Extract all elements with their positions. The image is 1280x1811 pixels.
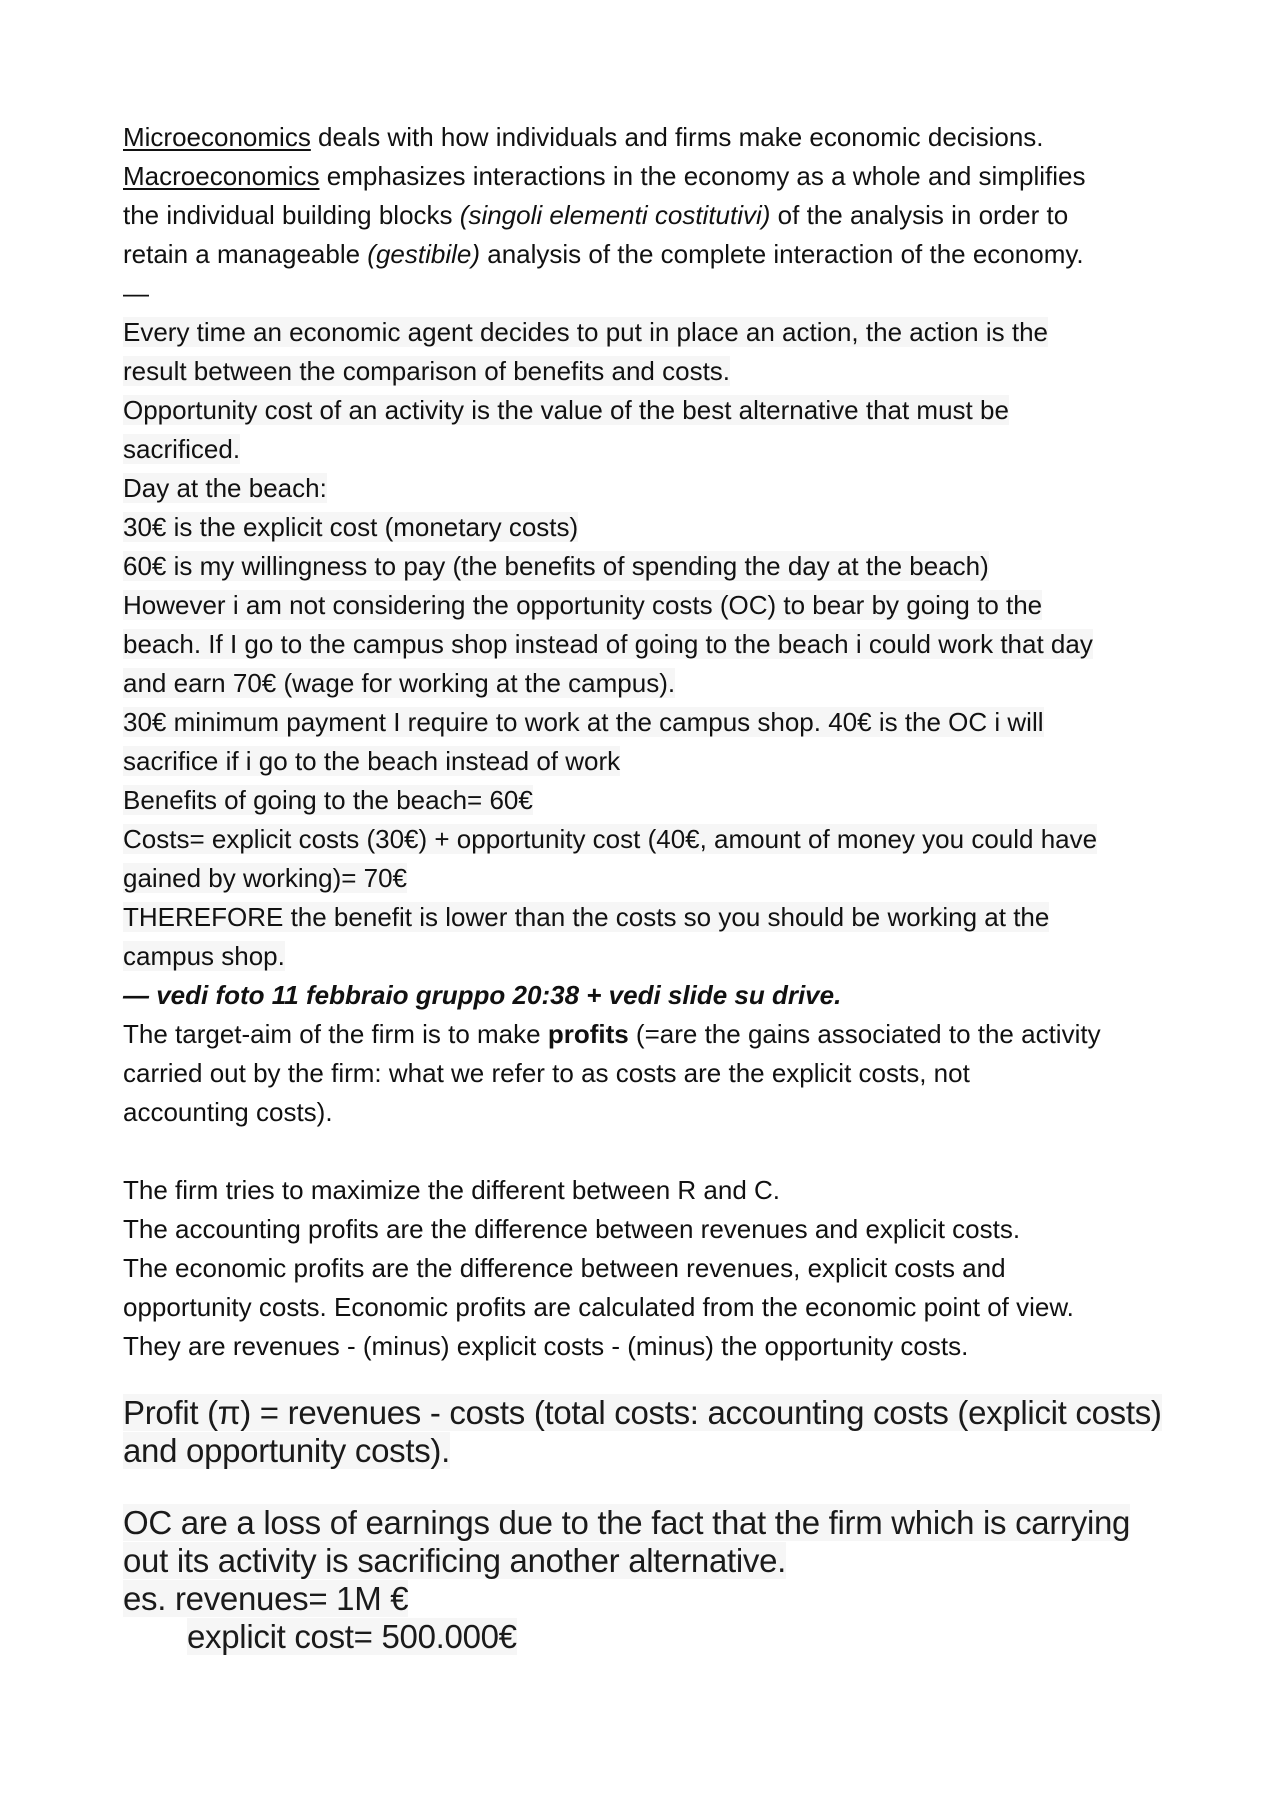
text-line: 30€ minimum payment I require to work at the campus shop. 40€ is the OC i will [123, 707, 1044, 737]
macroeconomics-term: Macroeconomics [123, 161, 320, 191]
profits-term: profits [547, 1019, 629, 1049]
profit-paragraph: The target-aim of the firm is to make profits (=are the gains associated to the activity carried out by the firm: what we refer to as costs are the explicit costs, not accounting costs). [123, 1015, 1183, 1132]
text-line: result between the comparison of benefits and costs. [123, 356, 731, 386]
text-line: sacrifice if i go to the beach instead of work [123, 746, 621, 776]
text-line: out its activity is sacrificing another alternative. [123, 1542, 787, 1579]
text-line: opportunity costs. Economic profits are calculated from the economic point of view. [123, 1292, 1074, 1322]
revenues-example: es. revenues= 1M € [123, 1580, 409, 1617]
text-line: beach. If I go to the campus shop instead of going to the beach i could work that day [123, 629, 1093, 659]
oc-paragraph [123, 1504, 1183, 1656]
intro-line-4: retain a manageable (gestibile) analysis of the complete interaction of the economy. [123, 239, 1084, 269]
text-line: sacrificed. [123, 434, 241, 464]
notes-page [123, 118, 1183, 1656]
text-line: Costs= explicit costs (30€) + opportunity cost (40€, amount of money you could have [123, 824, 1098, 854]
text-line: The economic profits are the difference between revenues, explicit costs and [123, 1253, 1006, 1283]
text-line: Day at the beach: [123, 473, 327, 503]
text-line: accounting costs). [123, 1097, 333, 1127]
text-line: campus shop. [123, 941, 285, 971]
profit-formula [123, 1394, 1183, 1470]
text-line: However i am not considering the opportunity costs (OC) to bear by going to the [123, 590, 1043, 620]
explicit-cost-example: explicit cost= 500.000€ [187, 1618, 517, 1655]
formula-line: Profit (π) = revenues - costs (total costs: accounting costs (explicit costs) [123, 1394, 1162, 1431]
beach-example [123, 313, 1183, 976]
microeconomics-term: Microeconomics [123, 122, 311, 152]
formula-line: and opportunity costs). [123, 1432, 450, 1469]
blank-line [123, 1470, 1183, 1504]
text-line: Benefits of going to the beach= 60€ [123, 785, 533, 815]
text-line: carried out by the firm: what we refer to as costs are the explicit costs, not [123, 1058, 970, 1088]
text-line: The accounting profits are the difference between revenues and explicit costs. [123, 1214, 1021, 1244]
drive-note: — vedi foto 11 febbraio gruppo 20:38 + vedi slide su drive. [123, 980, 842, 1010]
text-line: OC are a loss of earnings due to the fact that the firm which is carrying [123, 1504, 1131, 1541]
blank-line [123, 1132, 1183, 1171]
text-line: gained by working)= 70€ [123, 863, 408, 893]
text-line: and earn 70€ (wage for working at the campus). [123, 668, 676, 698]
text-line: They are revenues - (minus) explicit costs - (minus) the opportunity costs. [123, 1331, 969, 1361]
text-line: Every time an economic agent decides to put in place an action, the action is the [123, 317, 1048, 347]
text-line: The firm tries to maximize the different between R and C. [123, 1175, 781, 1205]
intro-line-1: Microeconomics deals with how individuals and firms make economic decisions. [123, 122, 1044, 152]
firm-paragraph [123, 1171, 1183, 1366]
text-line: 60€ is my willingness to pay (the benefits of spending the day at the beach) [123, 551, 989, 581]
intro-line-3: the individual building blocks (singoli elementi costitutivi) of the analysis in order to [123, 200, 1069, 230]
blank-line [123, 1366, 1183, 1394]
text-line: THEREFORE the benefit is lower than the costs so you should be working at the [123, 902, 1050, 932]
intro-line-2: Macroeconomics emphasizes interactions in the economy as a whole and simplifies [123, 161, 1086, 191]
section-dash: — [123, 278, 149, 308]
text-line: Opportunity cost of an activity is the value of the best alternative that must be [123, 395, 1009, 425]
text-line: 30€ is the explicit cost (monetary costs) [123, 512, 579, 542]
